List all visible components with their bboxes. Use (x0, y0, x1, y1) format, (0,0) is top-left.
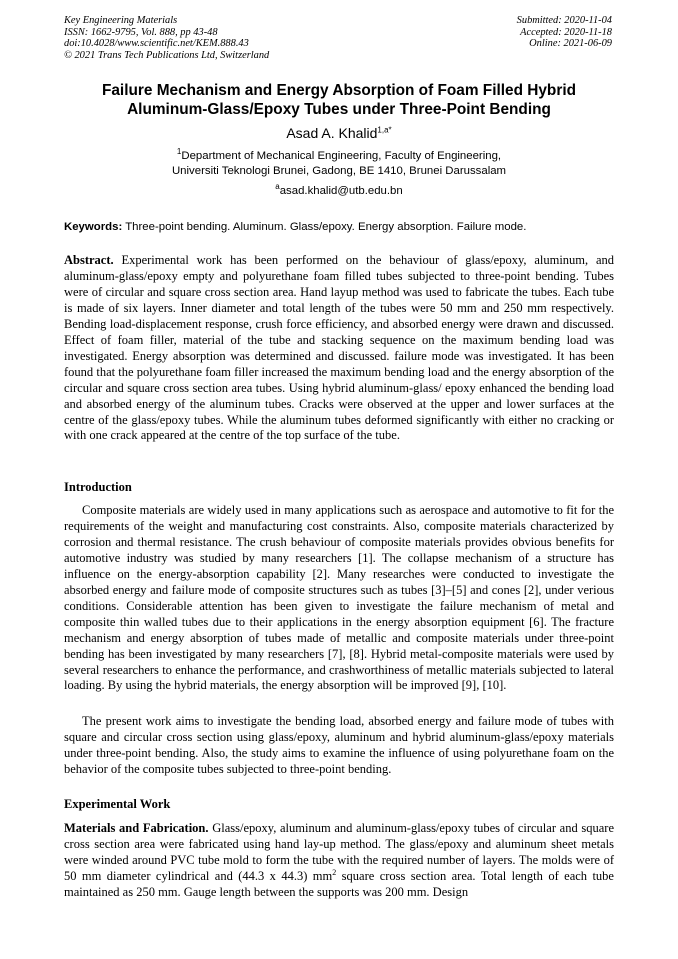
materials-text-1: Glass/epoxy, aluminum and aluminum-glass/epoxy tubes of circular and square cross section area were fabricated using hand lay-up method. The glass/epoxy and aluminum sheet metals were winded around PVC tube mold to form the tube with the required number of layers. The molds were of 50 mm diameter cylindrical and (44.3 x 44.3) mm (64, 821, 615, 883)
introduction-paragraph-2: The present work aims to investigate the bending load, absorbed energy and failure mode of tubes with square and circular cross section using glass/epoxy, aluminum and hybrid aluminum-glass/epoxy materials under three-point bending. Also, the study aims to examine the influence of using polyurethane foam on the behavior of the composite tubes subjected to three-point bending. (64, 714, 614, 776)
affiliation-superscript: 1 (176, 147, 182, 157)
keywords-label: Keywords: (64, 221, 123, 233)
materials-paragraph (64, 821, 614, 901)
online-date: Online: 2021-06-09 (529, 38, 612, 50)
introduction-paragraph-1: Composite materials are widely used in many applications such as aerospace and automotive to fit for the requirements of the weight and manufacturing cost constraints. Also, composite materials characterized by corrosion and thermal resistance. The crush behaviour of composite materials provides obvious benefits for automotive industry was studied by many researchers [1]. The collapse mechanism of a structure has influence on the energy-absorption capability [2]. Many researches were conducted to investigate the absorbed energy and failure mode of composite structures such as tubes [3]–[5] and cones [2], under verious conditions. Considerable attention has been given to investigate the failure mechanism of metal and composite thin walled tubes due to their applications in the energy absorption equipment [6]. The fracture mechanism and energy absorption of tubes made of metallic and composite materials under three-point bending has been investigated by many researchers [7], [8]. Hybrid metal-composite materials were used by several researchers to enhance the performance, and crashworthiness of metallic materials subjected to lateral loading. By using the hybrid materials, the energy absorption will be improved [9], [10]. (64, 503, 614, 693)
accepted-date: Accepted: 2020-11-18 (520, 26, 612, 38)
affiliation-line-2: Universiti Teknologi Brunei, Gadong, BE 1410, Brunei Darussalam (171, 165, 507, 178)
journal-name: Key Engineering Materials (64, 15, 178, 26)
affiliation (0, 149, 678, 180)
email-superscript: a (275, 182, 280, 192)
title-line-2: Aluminum-Glass/Epoxy Tubes under Three-Point Bending (127, 100, 551, 118)
author-email (0, 184, 678, 198)
author-line (0, 124, 678, 142)
author-superscript: 1,a* (377, 125, 392, 135)
author-name: Asad A. Khalid (286, 125, 378, 141)
title-line-1: Failure Mechanism and Energy Absorption of Foam Filled Hybrid (101, 82, 577, 99)
doi-line[interactable]: doi:10.4028/www.scientific.net/KEM.888.43 (64, 38, 249, 50)
submitted-date: Submitted: 2020-11-04 (516, 15, 612, 26)
email-address[interactable]: asad.khalid@utb.edu.bn (279, 185, 403, 197)
abstract-text: Experimental work has been performed on the behaviour of glass/epoxy, aluminum, and aluminum-glass/epoxy empty and polyurethane foam filled tubes subjected to three-point bending. Tubes were of circular and square cross section area. Hand layup method was used to fabricate the tubes. Each tube is made of six layers. Inner diameter and total length of the tubes were 50 mm and 250 mm respectively. Bending load-displacement response, crush force efficiency, and absorbed energy were drawn and discussed. Effect of foam filler, material of the tube and stacking sequence on the maximum bending load was investigated. Energy absorption was determined and discussed. failure mode was investigated. It has been found that the polyurethane foam filler increased the maximum bending load and the energy absorption of the circular and square cross section area tubes. Using hybrid aluminum-glass/ epoxy enhanced the bending load and absorbed energy of the aluminum tubes. Cracks were observed at the upper and lower surfaces at the centre of the glass/epoxy tubes. While the aluminum tubes deformed significantly with either no cracking or with one crack appeared at the centre of the top surface of the tube. (64, 253, 615, 443)
journal-header (64, 15, 269, 61)
dates-header (517, 15, 612, 50)
materials-text-2: square cross section area. Total length of each tube maintained as 250 mm. Gauge length between the supports was 200 mm. Design (64, 868, 614, 899)
copyright-line: © 2021 Trans Tech Publications Ltd, Switzerland (64, 49, 270, 61)
materials-runin-heading: Materials and Fabrication. (64, 821, 209, 835)
issn-line: ISSN: 1662-9795, Vol. 888, pp 43-48 (64, 26, 218, 38)
abstract (64, 253, 614, 444)
paper-title (40, 82, 638, 119)
affiliation-line-1: Department of Mechanical Engineering, Faculty of Engineering, (181, 150, 502, 162)
keywords-text: Three-point bending. Aluminum. Glass/epoxy. Energy absorption. Failure mode. (125, 221, 527, 233)
abstract-label: Abstract. (64, 253, 114, 267)
keywords (64, 220, 624, 234)
experimental-heading: Experimental Work (64, 797, 171, 811)
introduction-heading: Introduction (64, 480, 132, 494)
materials-superscript: 2 (332, 867, 337, 877)
